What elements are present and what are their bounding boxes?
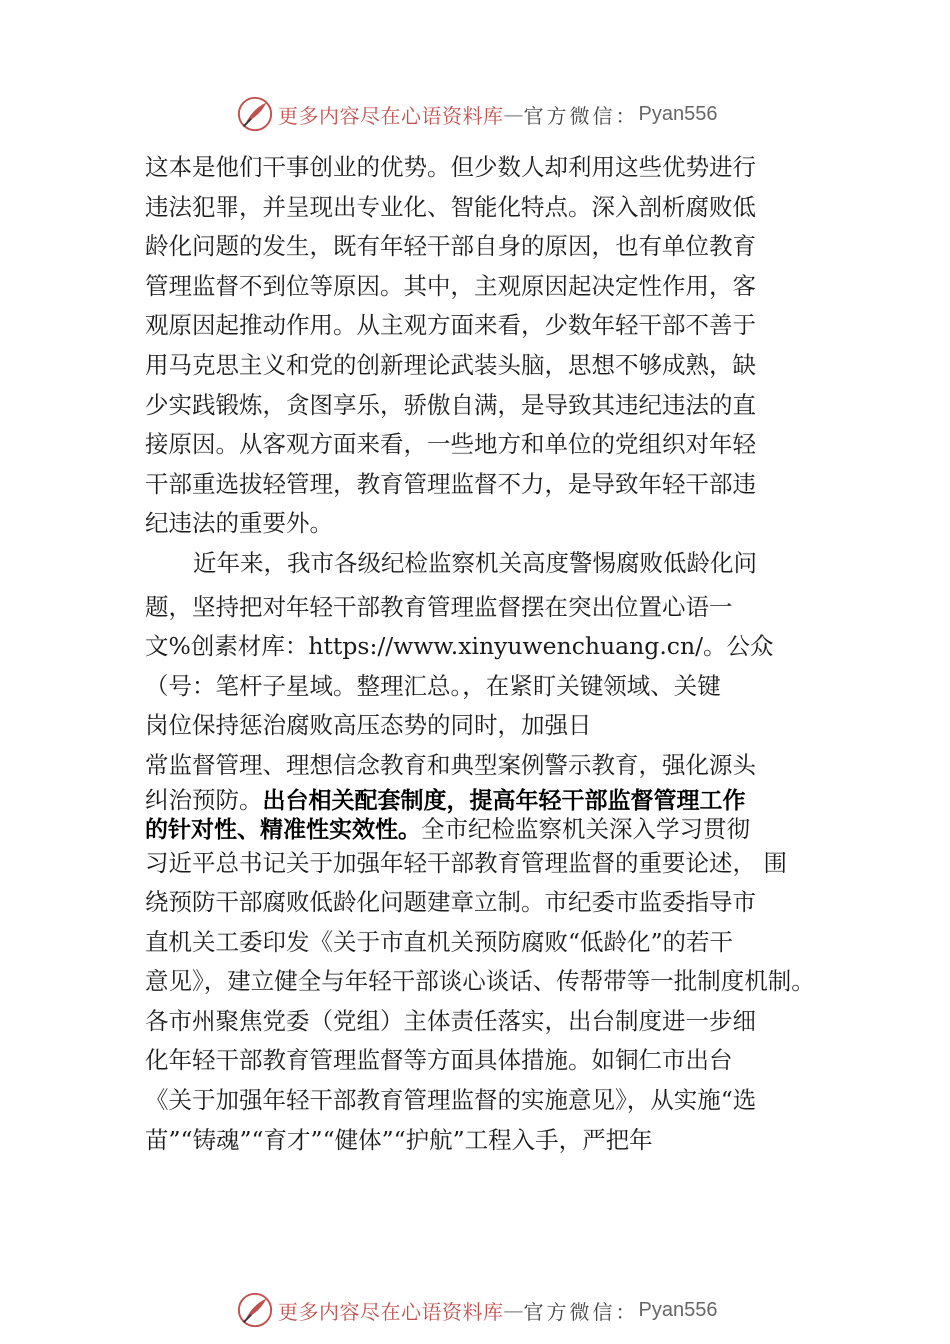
text-line: 龄化问题的发生，既有年轻干部自身的原因，也有单位教育 — [145, 232, 756, 261]
bold-heading-text: 出台相关配套制度，提高年轻干部监督管理工作 — [262, 787, 746, 814]
banner-wechat-id: Pyan556 — [638, 1298, 718, 1321]
plain-text: 纠治预防。 — [145, 785, 263, 814]
banner-title: 更多内容尽在心语资料库 — [278, 103, 504, 128]
text-line: （号：笔杆子星域。整理汇总。，在紧盯关键领域、关键 — [145, 671, 721, 700]
text-line: 绕预防干部腐败低龄化问题建章立制。市纪委市监委指导市 — [145, 888, 756, 917]
banner-separator: — — [503, 1298, 524, 1322]
text-line: 违法犯罪，并呈现出专业化、智能化特点。深入剖析腐败低 — [145, 192, 756, 221]
text-line: 直机关工委印发《关于市直机关预防腐败“低龄化”的若干 — [145, 927, 734, 956]
header-banner — [236, 94, 736, 134]
banner-title: 更多内容尽在心语资料库 — [278, 1299, 504, 1324]
paragraph-start-line: 近年来，我市各级纪检监察机关高度警惕腐败低龄化问 — [193, 548, 757, 577]
text-line: 题，坚持把对年轻干部教育管理监督摆在突出位置心语一 — [145, 592, 733, 621]
plain-text: 全市纪检监察机关深入学习贯彻 — [421, 814, 750, 843]
text-line: 纪违法的重要外。 — [145, 509, 333, 538]
bold-heading-text: 的针对性、精准性实效性。 — [145, 816, 421, 843]
quill-logo-icon — [236, 1291, 274, 1329]
mixed-line — [145, 786, 845, 815]
text-line: 干部重选拔轻管理，教育管理监督不力，是导致年轻干部违 — [145, 469, 756, 498]
banner-wechat-label: 官方微信： — [523, 103, 639, 128]
footer-banner — [236, 1290, 736, 1330]
document-body — [145, 148, 845, 1160]
text-line: 用马克思主义和党的创新理论武装头脑，思想不够成熟，缺 — [145, 350, 756, 379]
text-line: 岗位保持惩治腐败高压态势的同时，加强日 — [145, 711, 592, 740]
text-line: 这本是他们干事创业的优势。但少数人却利用这些优势进行 — [145, 153, 756, 181]
text-line: 接原因。从客观方面来看，一些地方和单位的党组织对年轻 — [145, 430, 756, 459]
banner-wechat-label: 官方微信： — [523, 1299, 639, 1324]
text-line: 《关于加强年轻干部教育管理监督的实施意见》，从实施“选 — [145, 1086, 757, 1115]
text-line: 各市州聚焦党委（党组）主体责任落实，出台制度进一步细 — [145, 1006, 756, 1035]
text-line: 苗”“铸魂”“育才”“健体”“护航”工程入手，严把年 — [145, 1125, 653, 1154]
quill-logo-icon — [236, 95, 274, 133]
text-line: 文%创素材库：https://www.xinyuwenchuang.cn/。公众 — [145, 632, 774, 661]
banner-wechat-id: Pyan556 — [638, 102, 718, 125]
text-line: 化年轻干部教育管理监督等方面具体措施。如铜仁市出台 — [145, 1046, 733, 1075]
text-line: 管理监督不到位等原因。其中，主观原因起决定性作用，客 — [145, 271, 756, 300]
text-line: 习近平总书记关于加强年轻干部教育管理监督的重要论述， 围 — [145, 848, 787, 877]
text-line: 少实践锻炼，贪图享乐，骄傲自满，是导致其违纪违法的直 — [145, 390, 756, 419]
text-line: 常监督管理、理想信念教育和典型案例警示教育，强化源头 — [145, 750, 756, 779]
text-line: 观原因起推动作用。从主观方面来看，少数年轻干部不善于 — [145, 311, 756, 340]
text-line: 意见》，建立健全与年轻干部谈心谈话、传帮带等一批制度机制。 — [145, 967, 815, 996]
banner-separator: — — [503, 102, 524, 126]
mixed-line — [145, 815, 845, 844]
